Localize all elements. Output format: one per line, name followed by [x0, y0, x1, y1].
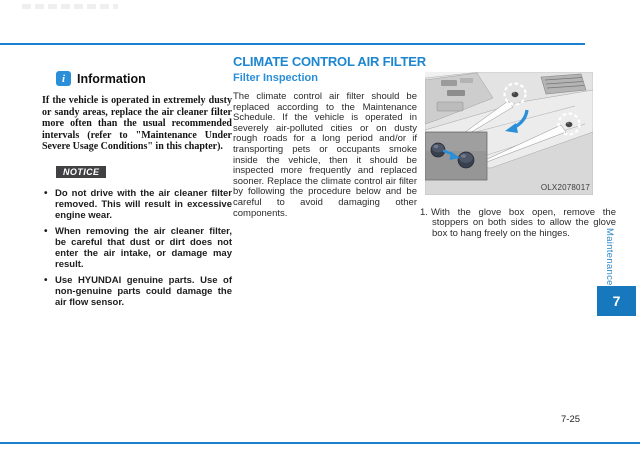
- notice-list-item: • When removing the air cleaner filter, be careful that dust or dirt does not enter the air intake, or damage may result.: [42, 226, 232, 270]
- section-title: CLIMATE CONTROL AIR FILTER: [233, 54, 426, 69]
- chapter-tab-label: Maintenance: [604, 228, 615, 286]
- notice-list-item: • Do not drive with the air cleaner filter removed. This will result in excessive engine wear.: [42, 188, 232, 221]
- subsection-title: Filter Inspection: [233, 72, 318, 84]
- figure-code: OLX2078017: [540, 183, 590, 192]
- main-column: [233, 54, 426, 219]
- header-rule: [0, 43, 585, 45]
- stopper-pin: [566, 122, 573, 127]
- information-body: If the vehicle is operated in extremely dusty or sandy areas, replace the air cleaner filter more often than the usual recommended intervals (refer to "Maintenance Under Severe Usage Conditions" in this chapter).: [42, 95, 232, 152]
- notice-badge: NOTICE: [56, 166, 106, 178]
- step-text: With the glove box open, remove the stoppers on both sides to allow the glove box to hang freely on the hinges.: [430, 206, 616, 240]
- notice-list-item: • Use HYUNDAI genuine parts. Use of non-genuine parts could damage the air flow sensor.: [42, 275, 232, 308]
- information-title: Information: [77, 71, 146, 86]
- glovebox-illustration: [425, 72, 593, 195]
- chapter-number-badge: 7: [597, 286, 636, 316]
- print-bleed-artifact: [22, 4, 118, 9]
- stopper-pin: [512, 92, 519, 97]
- notice-list: [42, 188, 232, 308]
- glovebox-figure: [425, 72, 593, 195]
- information-heading: [56, 71, 232, 86]
- section-body: The climate control air filter should be replaced according to the Maintenance Schedule. If the vehicle is operated in severely air-polluted cities or on dusty rough roads for a long period and/or if transporting pets or occupants smoke inside the vehicle, then it should be inspected more frequently and replaced sooner. Replace the climate control air filter by following the procedure below and be careful to avoid damaging other components.: [233, 91, 417, 219]
- page-number: 7-25: [561, 414, 581, 425]
- info-icon: i: [56, 71, 71, 86]
- left-column: [42, 71, 232, 313]
- step-number: 1.: [420, 206, 428, 218]
- footer-rule: [0, 442, 640, 444]
- instruction-step: [420, 208, 616, 240]
